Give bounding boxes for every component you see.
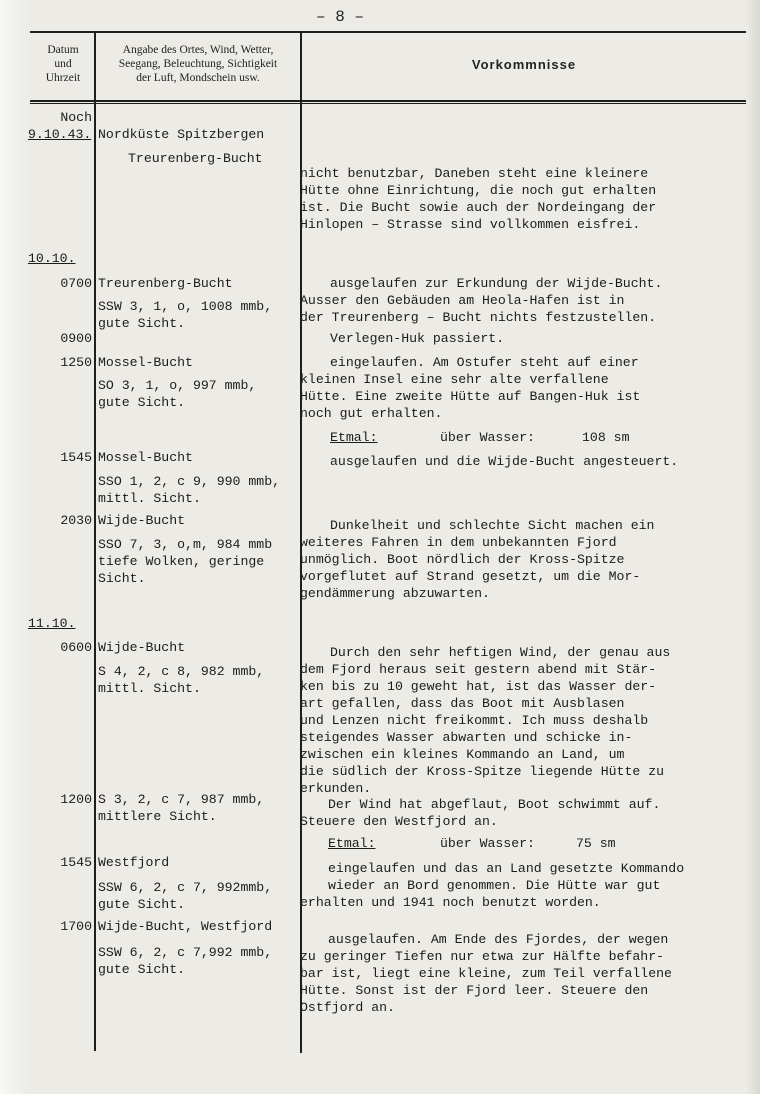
header-bottom-rule-2 <box>30 103 746 104</box>
event-text: ausgelaufen zur Erkundung der Wijde-Bucht. <box>330 276 663 291</box>
event-text: Hinlopen – Strasse sind vollkommen eisfrei. <box>300 217 641 232</box>
date-time: 0900 <box>60 331 92 346</box>
location-weather: Wijde-Bucht <box>98 513 186 528</box>
scan-edge-right <box>746 0 760 1094</box>
event-text: ausgelaufen. Am Ende des Fjordes, der wegen <box>328 932 669 947</box>
column-divider-1 <box>94 31 96 1051</box>
date-time: 0700 <box>60 276 92 291</box>
event-text: unmöglich. Boot nördlich der Kross-Spitze <box>300 552 625 567</box>
date-time: 1250 <box>60 355 92 370</box>
event-text: zu geringer Tiefen nur etwa zur Hälfte befahr- <box>300 949 665 964</box>
header-col1 <box>32 43 94 85</box>
event-text: die südlich der Kross-Spitze liegende Hütte zu <box>300 764 665 779</box>
event-text: nicht benutzbar, Daneben steht eine kleinere <box>300 166 649 181</box>
event-text: Durch den sehr heftigen Wind, der genau aus <box>330 645 671 660</box>
event-text: vorgeflutet auf Strand gesetzt, um die Mor- <box>300 569 641 584</box>
event-text: ken bis zu 10 geweht hat, ist das Wasser der- <box>300 679 657 694</box>
etmal-label: Etmal: <box>330 430 378 445</box>
table-top-rule <box>30 31 746 33</box>
event-text: Steuere den Westfjord an. <box>300 814 498 829</box>
header-col2-line: der Luft, Mondschein usw. <box>136 72 260 84</box>
event-text: ausgelaufen und die Wijde-Bucht angesteuert. <box>330 454 679 469</box>
event-text: erhalten und 1941 noch benutzt worden. <box>300 895 601 910</box>
event-text: noch gut erhalten. <box>300 406 443 421</box>
etmal-value: 108 sm <box>582 430 630 445</box>
location-weather: gute Sicht. <box>98 962 186 977</box>
header-col3: Vorkommnisse <box>471 57 577 72</box>
location-weather: gute Sicht. <box>98 395 186 410</box>
location-weather: Sicht. <box>98 571 146 586</box>
event-text: art gefallen, dass das Boot mit Ausblasen <box>300 696 625 711</box>
header-col2-line: Angabe des Ortes, Wind, Wetter, <box>122 44 274 56</box>
event-text: Hütte. Eine zweite Hütte auf Bangen-Huk ist <box>300 389 641 404</box>
header-col1-line: Uhrzeit <box>45 72 81 84</box>
date-time: 1200 <box>60 792 92 807</box>
location-weather: mittl. Sicht. <box>98 491 201 506</box>
date-time: 1545 <box>60 450 92 465</box>
scan-edge-left <box>0 0 30 1094</box>
location-weather: mittl. Sicht. <box>98 681 201 696</box>
location-weather: SSW 6, 2, c 7,992 mmb, <box>98 945 273 960</box>
event-text: Hütte. Sonst ist der Fjord leer. Steuere den <box>300 983 649 998</box>
etmal-label: Etmal: <box>328 836 376 851</box>
event-text: steigendes Wasser abwarten und schicke in- <box>300 730 633 745</box>
date-time: Noch <box>60 110 92 125</box>
event-text: Hütte ohne Einrichtung, die noch gut erhalten <box>300 183 657 198</box>
date-time: 1545 <box>60 855 92 870</box>
location-weather: SSO 7, 3, o,m, 984 mmb <box>98 537 273 552</box>
page-number: – 8 – <box>315 8 364 26</box>
date-time: 1700 <box>60 919 92 934</box>
location-weather: Wijde-Bucht, Westfjord <box>98 919 273 934</box>
location-weather: Treurenberg-Bucht <box>98 276 233 291</box>
event-text: kleinen Insel eine sehr alte verfallene <box>300 372 609 387</box>
location-weather: mittlere Sicht. <box>98 809 217 824</box>
event-text: Ausser den Gebäuden am Heola-Hafen ist in <box>300 293 625 308</box>
location-weather: Nordküste Spitzbergen <box>98 127 265 142</box>
event-text: weiteres Fahren in dem unbekannten Fjord <box>300 535 617 550</box>
date-time: 9.10.43. <box>28 127 92 142</box>
location-weather: Treurenberg-Bucht <box>128 151 263 166</box>
date-time: 10.10. <box>28 251 76 266</box>
event-text: Dunkelheit und schlechte Sicht machen ein <box>330 518 655 533</box>
date-time: 11.10. <box>28 616 76 631</box>
event-text: zwischen ein kleines Kommando an Land, um <box>300 747 625 762</box>
event-text: eingelaufen und das an Land gesetzte Kommando <box>328 861 685 876</box>
location-weather: SSW 3, 1, o, 1008 mmb, <box>98 299 273 314</box>
header-col1-line: und <box>54 58 72 70</box>
event-text: bar ist, liegt eine kleine, zum Teil verfallene <box>300 966 672 981</box>
etmal-value: 75 sm <box>576 836 616 851</box>
location-weather: SSW 6, 2, c 7, 992mmb, <box>98 880 273 895</box>
location-weather: S 4, 2, c 8, 982 mmb, <box>98 664 265 679</box>
location-weather: Mossel-Bucht <box>98 355 193 370</box>
date-time: 0600 <box>60 640 92 655</box>
etmal-caption: über Wasser: <box>440 836 535 851</box>
location-weather: S 3, 2, c 7, 987 mmb, <box>98 792 265 807</box>
location-weather: Westfjord <box>98 855 170 870</box>
event-text: der Treurenberg – Bucht nichts festzustellen. <box>300 310 657 325</box>
event-text: dem Fjord heraus seit gestern abend mit Stär- <box>300 662 657 677</box>
header-col2-line: Seegang, Beleuchtung, Sichtigkeit <box>118 58 278 70</box>
event-text: Verlegen-Huk passiert. <box>330 331 505 346</box>
header-bottom-rule <box>30 100 746 102</box>
date-time: 2030 <box>60 513 92 528</box>
header-col1-line: Datum <box>47 44 79 56</box>
event-text: und Lenzen nicht freikommt. Ich muss deshalb <box>300 713 649 728</box>
location-weather: gute Sicht. <box>98 316 186 331</box>
event-text: Der Wind hat abgeflaut, Boot schwimmt auf. <box>328 797 661 812</box>
location-weather: Mossel-Bucht <box>98 450 193 465</box>
header-col2 <box>96 43 300 85</box>
location-weather: SSO 1, 2, c 9, 990 mmb, <box>98 474 281 489</box>
event-text: wieder an Bord genommen. Die Hütte war gut <box>328 878 661 893</box>
location-weather: gute Sicht. <box>98 897 186 912</box>
event-text: Ostfjord an. <box>300 1000 395 1015</box>
event-text: ist. Die Bucht sowie auch der Nordeingang der <box>300 200 657 215</box>
event-text: gendämmerung abzuwarten. <box>300 586 490 601</box>
location-weather: SO 3, 1, o, 997 mmb, <box>98 378 257 393</box>
event-text: eingelaufen. Am Ostufer steht auf einer <box>330 355 639 370</box>
location-weather: tiefe Wolken, geringe <box>98 554 265 569</box>
etmal-caption: über Wasser: <box>440 430 535 445</box>
event-text: erkunden. <box>300 781 372 796</box>
location-weather: Wijde-Bucht <box>98 640 186 655</box>
